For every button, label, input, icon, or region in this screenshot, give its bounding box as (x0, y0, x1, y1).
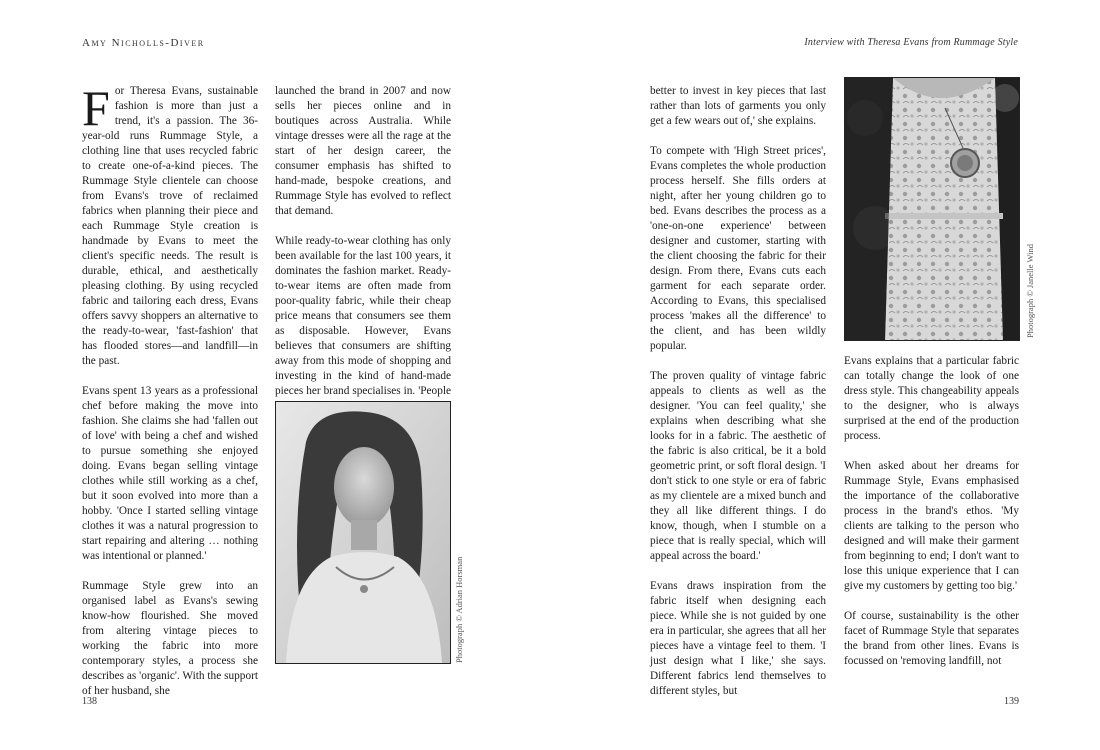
drop-cap: F (82, 80, 110, 136)
page-number-right: 139 (1004, 696, 1019, 707)
paragraph: When asked about her dreams for Rummage Style, Evans emphasised the importance of the collaborative process in the brand's ethos. 'My clients are talking to the person who designed and will make their garment from beginning to end; I don't want to lose this unique experience that I can give my customers by getting too big.' (844, 460, 1019, 592)
dress-photo (844, 77, 1020, 341)
paragraph: Evans draws inspiration from the fabric itself when designing each piece. While she is not guided by one era in particular, she agrees that all her pieces have a vintage feel to them. 'I just design what I like,' she says. Different fabrics lend themselves to different styles, but (650, 580, 826, 697)
paragraph: While ready-to-wear clothing has only been available for the last 100 years, it dominates the fashion market. Ready-to-wear items are often made from poor-quality fabric, while their cheap price means that consumers see them as disposable. However, Evans believes that consumers are shifting away from this mode of shopping and investing in the kind of hand-made pieces her brand specialises in. 'People (275, 235, 451, 397)
paragraph: The proven quality of vintage fabric appeals to clients as well as the designer. 'You can feel quality,' she explains when describing what she looks for in a fabric. The aesthetic of the fabric is also critical, be it a bold geometric print, or soft floral design. 'I don't stick to one style or era of fabric as my clientele are a mixed bunch and they all like different things. I do know, though, when I stumble on a piece that is really special, which will appeal across the board.' (650, 370, 826, 562)
paragraph: better to invest in key pieces that last rather than lots of garments you only get a few wears out of,' she explains. (650, 85, 826, 127)
article-column-4 (844, 354, 1019, 669)
portrait-photo (275, 401, 451, 664)
running-header-author: Amy Nicholls-Diver (82, 37, 205, 49)
article-column-2 (275, 84, 451, 414)
paragraph-text: or Theresa Evans, sustainable fashion is more than just a trend, it's a passion. The 36-year-old runs Rummage Style, a clothing line that uses recycled fabric to create one-of-a-kind pieces. The Rummage Style clientele can choose from Evans's trove of reclaimed fabrics when planning their piece and each Rummage Style creation is handmade by Evans to meet the client's specific needs. The result is durable, ethical, and aesthetically pleasing clothing. By using recycled fabric and tailoring each dress, Evans offers savvy shoppers an alternative to the ready-to-wear, 'fast-fashion' that has flooded stores—and landfill—in the past. (82, 85, 258, 367)
paragraph: Evans explains that a particular fabric can totally change the look of one dress style. This changeability appeals to the designer, who is always surprised at the end of the production process. (844, 355, 1019, 442)
paragraph: Rummage Style grew into an organised label as Evans's sewing know-how flourished. She moved from altering vintage pieces to working the fabric into more contemporary styles, a process she describes as 'organic'. With the support of her husband, she (82, 580, 258, 697)
paragraph: Evans spent 13 years as a professional chef before making the move into fashion. She claims she had 'fallen out of love' with being a chef and wished to pursue something she enjoyed doing. Evans began selling vintage clothes while still working as a chef, but it soon evolved into more than a hobby. 'Once I started selling vintage clothes it was a natural progression to start repairing and altering … nothing was intentional or planned.' (82, 385, 258, 562)
paragraph: launched the brand in 2007 and now sells her pieces online and in boutiques across Australia. While vintage dresses were all the rage at the start of her design career, the consumer emphasis has shifted to hand-made, bespoke creations, and Rummage Style has evolved to reflect that demand. (275, 85, 451, 217)
running-header-title: Interview with Theresa Evans from Rummage Style (804, 37, 1018, 48)
article-column-1 (82, 80, 258, 699)
page-number-left: 138 (82, 696, 97, 707)
article-column-3 (650, 84, 826, 699)
paragraph: To compete with 'High Street prices', Evans completes the whole production process herself. She fills orders at night, after her young children go to bed. Evans describes the process as a 'one-on-one experience' between designer and customer, starting with the client choosing the fabric for their design. From there, Evans cuts each garment for each separate order. According to Evans, this specialised process 'makes all the difference' to the client, and has been wildly popular. (650, 145, 826, 352)
photo-credit: Photograph © Janelle Wind (1025, 243, 1035, 338)
paragraph: Of course, sustainability is the other facet of Rummage Style that separates the brand from other lines. Evans is focussed on 'removing landfill, not (844, 610, 1019, 667)
paragraph (82, 80, 258, 369)
photo-credit: Photograph © Adrian Horsman (454, 556, 464, 663)
